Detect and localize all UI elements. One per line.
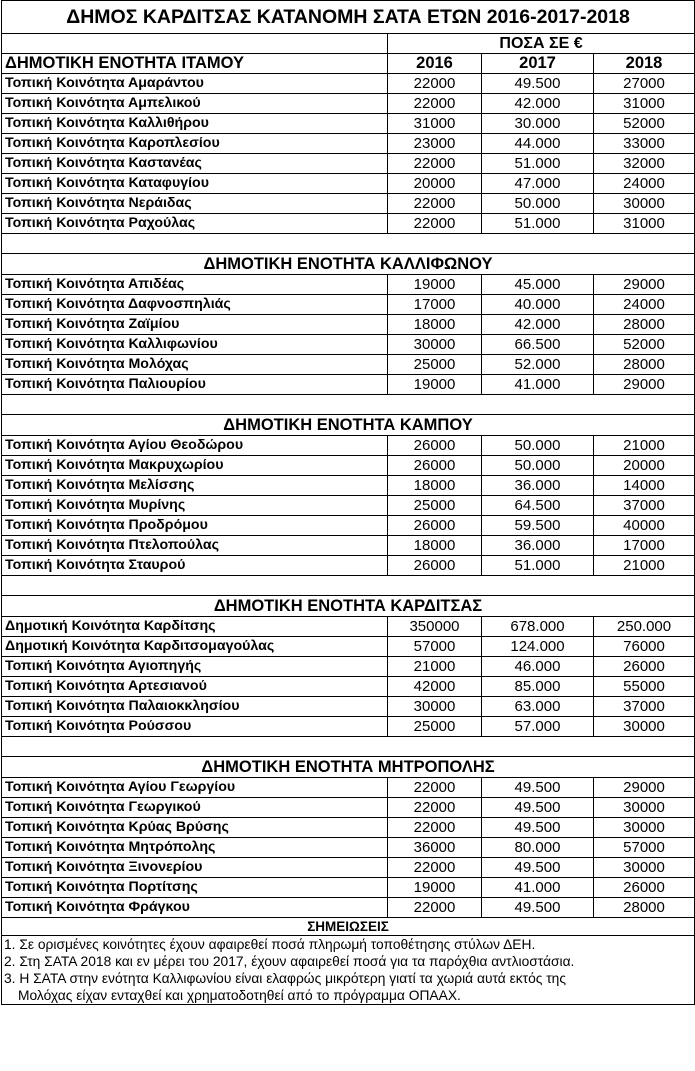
amount-2016: 19000 — [388, 275, 482, 295]
amount-2017: 50.000 — [482, 194, 594, 214]
amount-2016: 22000 — [388, 858, 482, 878]
community-name: Τοπική Κοινότητα Απιδέας — [2, 275, 388, 295]
community-name: Τοπική Κοινότητα Αγιοπηγής — [2, 657, 388, 677]
spacer-row — [2, 234, 695, 254]
amount-2018: 30000 — [594, 194, 695, 214]
table-row — [2, 295, 695, 315]
amount-2018: 76000 — [594, 637, 695, 657]
amount-2016: 22000 — [388, 214, 482, 234]
spacer-cell — [2, 737, 695, 757]
amount-2017: 49.500 — [482, 858, 594, 878]
amount-2016: 18000 — [388, 476, 482, 496]
amount-2016: 22000 — [388, 154, 482, 174]
amount-2016: 42000 — [388, 677, 482, 697]
amount-2017: 64.500 — [482, 496, 594, 516]
amount-2016: 26000 — [388, 436, 482, 456]
table-row — [2, 617, 695, 637]
amount-2016: 19000 — [388, 878, 482, 898]
community-name: Τοπική Κοινότητα Πορτίτσης — [2, 878, 388, 898]
amount-2018: 52000 — [594, 335, 695, 355]
community-name: Τοπική Κοινότητα Ζαϊμίου — [2, 315, 388, 335]
amount-2018: 30000 — [594, 798, 695, 818]
amount-2017: 36.000 — [482, 536, 594, 556]
community-name: Τοπική Κοινότητα Καλλιφωνίου — [2, 335, 388, 355]
group-header-row — [2, 596, 695, 617]
community-name: Τοπική Κοινότητα Παλιουρίου — [2, 375, 388, 395]
amount-2018: 31000 — [594, 94, 695, 114]
note-line: 2. Στη ΣΑΤΑ 2018 και εν μέρει του 2017, έχουν αφαιρεθεί ποσά για τα παρόχθια αντλιοστάσια. — [4, 954, 575, 969]
amount-2017: 678.000 — [482, 617, 594, 637]
amount-2016: 25000 — [388, 717, 482, 737]
amount-2017: 41.000 — [482, 375, 594, 395]
amount-2018: 28000 — [594, 898, 695, 918]
amount-2018: 28000 — [594, 315, 695, 335]
table-row — [2, 74, 695, 94]
amount-2016: 25000 — [388, 355, 482, 375]
amount-2018: 29000 — [594, 778, 695, 798]
notes-body — [2, 936, 695, 1005]
amount-2017: 57.000 — [482, 717, 594, 737]
table-row — [2, 114, 695, 134]
first-group-title: ΔΗΜΟΤΙΚΗ ΕΝΟΤΗΤΑ ΙΤΑΜΟΥ — [2, 54, 388, 74]
amount-2016: 21000 — [388, 657, 482, 677]
group-title: ΔΗΜΟΤΙΚΗ ΕΝΟΤΗΤΑ ΜΗΤΡΟΠΟΛΗΣ — [2, 757, 695, 778]
amount-2017: 36.000 — [482, 476, 594, 496]
amount-2016: 22000 — [388, 94, 482, 114]
amount-2018: 31000 — [594, 214, 695, 234]
amount-2018: 40000 — [594, 516, 695, 536]
table-row — [2, 174, 695, 194]
amount-2017: 51.000 — [482, 556, 594, 576]
amount-2016: 22000 — [388, 898, 482, 918]
community-name: Τοπική Κοινότητα Γεωργικού — [2, 798, 388, 818]
amount-2017: 50.000 — [482, 456, 594, 476]
community-name: Τοπική Κοινότητα Αμαράντου — [2, 74, 388, 94]
amount-2017: 51.000 — [482, 214, 594, 234]
community-name: Τοπική Κοινότητα Καλλιθήρου — [2, 114, 388, 134]
table-row — [2, 878, 695, 898]
amount-2018: 24000 — [594, 174, 695, 194]
spacer-cell — [2, 576, 695, 596]
allocation-table — [1, 0, 695, 1005]
amount-2018: 55000 — [594, 677, 695, 697]
table-row — [2, 375, 695, 395]
amount-2017: 51.000 — [482, 154, 594, 174]
community-name: Τοπική Κοινότητα Δαφνοσπηλιάς — [2, 295, 388, 315]
amount-2017: 124.000 — [482, 637, 594, 657]
table-row — [2, 778, 695, 798]
amount-2016: 18000 — [388, 536, 482, 556]
spacer-cell — [2, 395, 695, 415]
amount-2016: 22000 — [388, 798, 482, 818]
table-row — [2, 315, 695, 335]
amount-2018: 17000 — [594, 536, 695, 556]
amount-2016: 30000 — [388, 335, 482, 355]
community-name: Τοπική Κοινότητα Μητρόπολης — [2, 838, 388, 858]
community-name: Τοπική Κοινότητα Αγίου Γεωργίου — [2, 778, 388, 798]
community-name: Τοπική Κοινότητα Μελίσσης — [2, 476, 388, 496]
amount-2016: 26000 — [388, 516, 482, 536]
year-header-2017: 2017 — [482, 54, 594, 74]
amount-2017: 46.000 — [482, 657, 594, 677]
table-row — [2, 898, 695, 918]
community-name: Τοπική Κοινότητα Καστανέας — [2, 154, 388, 174]
community-name: Τοπική Κοινότητα Ραχούλας — [2, 214, 388, 234]
table-row — [2, 818, 695, 838]
community-name: Τοπική Κοινότητα Αρτεσιανού — [2, 677, 388, 697]
amount-2017: 50.000 — [482, 436, 594, 456]
year-header-2018: 2018 — [594, 54, 695, 74]
table-row — [2, 717, 695, 737]
amount-2018: 37000 — [594, 697, 695, 717]
table-row — [2, 436, 695, 456]
table-row — [2, 838, 695, 858]
table-row — [2, 335, 695, 355]
group-title: ΔΗΜΟΤΙΚΗ ΕΝΟΤΗΤΑ ΚΑΛΛΙΦΩΝΟΥ — [2, 254, 695, 275]
group-header-row — [2, 757, 695, 778]
community-name: Τοπική Κοινότητα Ξινονερίου — [2, 858, 388, 878]
table-row — [2, 154, 695, 174]
amount-2018: 250.000 — [594, 617, 695, 637]
table-row — [2, 677, 695, 697]
community-name: Δημοτική Κοινότητα Καρδίτσης — [2, 617, 388, 637]
community-name: Τοπική Κοινότητα Κρύας Βρύσης — [2, 818, 388, 838]
table-row — [2, 355, 695, 375]
amount-2016: 26000 — [388, 456, 482, 476]
amount-2018: 37000 — [594, 496, 695, 516]
amount-2017: 47.000 — [482, 174, 594, 194]
amount-2018: 29000 — [594, 375, 695, 395]
amount-2017: 45.000 — [482, 275, 594, 295]
amount-2016: 22000 — [388, 74, 482, 94]
amount-2018: 30000 — [594, 818, 695, 838]
table-row — [2, 637, 695, 657]
amount-2018: 27000 — [594, 74, 695, 94]
amount-2018: 26000 — [594, 878, 695, 898]
table-body — [2, 1, 695, 1005]
table-row — [2, 496, 695, 516]
amount-2018: 21000 — [594, 556, 695, 576]
community-name: Τοπική Κοινότητα Μολόχας — [2, 355, 388, 375]
amount-2016: 350000 — [388, 617, 482, 637]
table-row — [2, 697, 695, 717]
amount-2017: 85.000 — [482, 677, 594, 697]
table-row — [2, 194, 695, 214]
column-header-row — [2, 54, 695, 74]
amount-2016: 17000 — [388, 295, 482, 315]
spacer-row — [2, 395, 695, 415]
amount-2017: 66.500 — [482, 335, 594, 355]
community-name: Τοπική Κοινότητα Καταφυγίου — [2, 174, 388, 194]
amount-2018: 32000 — [594, 154, 695, 174]
amount-2018: 52000 — [594, 114, 695, 134]
table-row — [2, 536, 695, 556]
community-name: Τοπική Κοινότητα Φράγκου — [2, 898, 388, 918]
community-name: Τοπική Κοινότητα Αγίου Θεοδώρου — [2, 436, 388, 456]
notes-title: ΣΗΜΕΙΩΣΕΙΣ — [2, 918, 695, 936]
amount-2017: 49.500 — [482, 818, 594, 838]
table-row — [2, 134, 695, 154]
table-row — [2, 456, 695, 476]
amount-2017: 49.500 — [482, 898, 594, 918]
amount-2016: 25000 — [388, 496, 482, 516]
amount-2018: 24000 — [594, 295, 695, 315]
page-title: ΔΗΜΟΣ ΚΑΡΔΙΤΣΑΣ ΚΑΤΑΝΟΜΗ ΣΑΤΑ ΕΤΩΝ 2016-2017-2018 — [2, 1, 695, 34]
amount-2017: 80.000 — [482, 838, 594, 858]
amount-2017: 44.000 — [482, 134, 594, 154]
amount-2018: 20000 — [594, 456, 695, 476]
amount-2017: 41.000 — [482, 878, 594, 898]
amount-2016: 26000 — [388, 556, 482, 576]
amount-2016: 22000 — [388, 818, 482, 838]
amount-2018: 30000 — [594, 717, 695, 737]
table-row — [2, 275, 695, 295]
table-row — [2, 476, 695, 496]
amount-2018: 57000 — [594, 838, 695, 858]
community-name: Τοπική Κοινότητα Αμπελικού — [2, 94, 388, 114]
amount-2018: 26000 — [594, 657, 695, 677]
table-row — [2, 214, 695, 234]
table-row — [2, 657, 695, 677]
amount-2016: 57000 — [388, 637, 482, 657]
notes-row — [2, 936, 695, 1005]
amount-2016: 18000 — [388, 315, 482, 335]
table-row — [2, 798, 695, 818]
community-name: Τοπική Κοινότητα Νεράιδας — [2, 194, 388, 214]
note-line: Μολόχας είχαν ενταχθεί και χρηματοδοτηθεί από το πρόγραμμα ΟΠΑΑΧ. — [18, 988, 461, 1003]
amount-2017: 30.000 — [482, 114, 594, 134]
group-header-row — [2, 415, 695, 436]
note-line: 1. Σε ορισμένες κοινότητες έχουν αφαιρεθεί ποσά πληρωμή τοποθέτησης στύλων ΔΕΗ. — [4, 937, 536, 952]
amount-2018: 29000 — [594, 275, 695, 295]
community-name: Τοπική Κοινότητα Ρούσσου — [2, 717, 388, 737]
community-name: Τοπική Κοινότητα Μυρίνης — [2, 496, 388, 516]
community-name: Τοπική Κοινότητα Σταυρού — [2, 556, 388, 576]
community-name: Δημοτική Κοινότητα Καρδιτσομαγούλας — [2, 637, 388, 657]
amount-2016: 20000 — [388, 174, 482, 194]
amount-2017: 42.000 — [482, 94, 594, 114]
amount-2017: 63.000 — [482, 697, 594, 717]
group-title: ΔΗΜΟΤΙΚΗ ΕΝΟΤΗΤΑ ΚΑΜΠΟΥ — [2, 415, 695, 436]
community-name: Τοπική Κοινότητα Παλαιοκκλησίου — [2, 697, 388, 717]
table-row — [2, 516, 695, 536]
amount-2017: 59.500 — [482, 516, 594, 536]
amount-2017: 52.000 — [482, 355, 594, 375]
amount-2018: 14000 — [594, 476, 695, 496]
amount-2018: 28000 — [594, 355, 695, 375]
group-title: ΔΗΜΟΤΙΚΗ ΕΝΟΤΗΤΑ ΚΑΡΔΙΤΣΑΣ — [2, 596, 695, 617]
title-row — [2, 1, 695, 34]
amount-2017: 40.000 — [482, 295, 594, 315]
amount-2017: 49.500 — [482, 74, 594, 94]
amount-2016: 36000 — [388, 838, 482, 858]
amount-2016: 23000 — [388, 134, 482, 154]
amount-2016: 31000 — [388, 114, 482, 134]
note-line: 3. Η ΣΑΤΑ στην ενότητα Καλλιφωνίου είναι ελαφρώς μικρότερη γιατί τα χωριά αυτά εκτός της — [4, 971, 566, 986]
amounts-header-spacer — [2, 34, 388, 54]
amount-2017: 49.500 — [482, 798, 594, 818]
group-header-row — [2, 254, 695, 275]
community-name: Τοπική Κοινότητα Πτελοπούλας — [2, 536, 388, 556]
amount-2016: 22000 — [388, 778, 482, 798]
amount-2016: 30000 — [388, 697, 482, 717]
notes-title-row — [2, 918, 695, 936]
amounts-header: ΠΟΣΑ ΣΕ € — [388, 34, 695, 54]
spacer-row — [2, 737, 695, 757]
table-row — [2, 94, 695, 114]
amount-2016: 19000 — [388, 375, 482, 395]
sata-allocation-sheet — [1, 0, 694, 1005]
community-name: Τοπική Κοινότητα Καροπλεσίου — [2, 134, 388, 154]
spacer-cell — [2, 234, 695, 254]
table-row — [2, 556, 695, 576]
community-name: Τοπική Κοινότητα Προδρόμου — [2, 516, 388, 536]
amount-2017: 42.000 — [482, 315, 594, 335]
amount-2018: 33000 — [594, 134, 695, 154]
amount-2018: 21000 — [594, 436, 695, 456]
community-name: Τοπική Κοινότητα Μακρυχωρίου — [2, 456, 388, 476]
amount-2017: 49.500 — [482, 778, 594, 798]
table-row — [2, 858, 695, 878]
spacer-row — [2, 576, 695, 596]
year-header-2016: 2016 — [388, 54, 482, 74]
amounts-header-row — [2, 34, 695, 54]
amount-2018: 30000 — [594, 858, 695, 878]
amount-2016: 22000 — [388, 194, 482, 214]
